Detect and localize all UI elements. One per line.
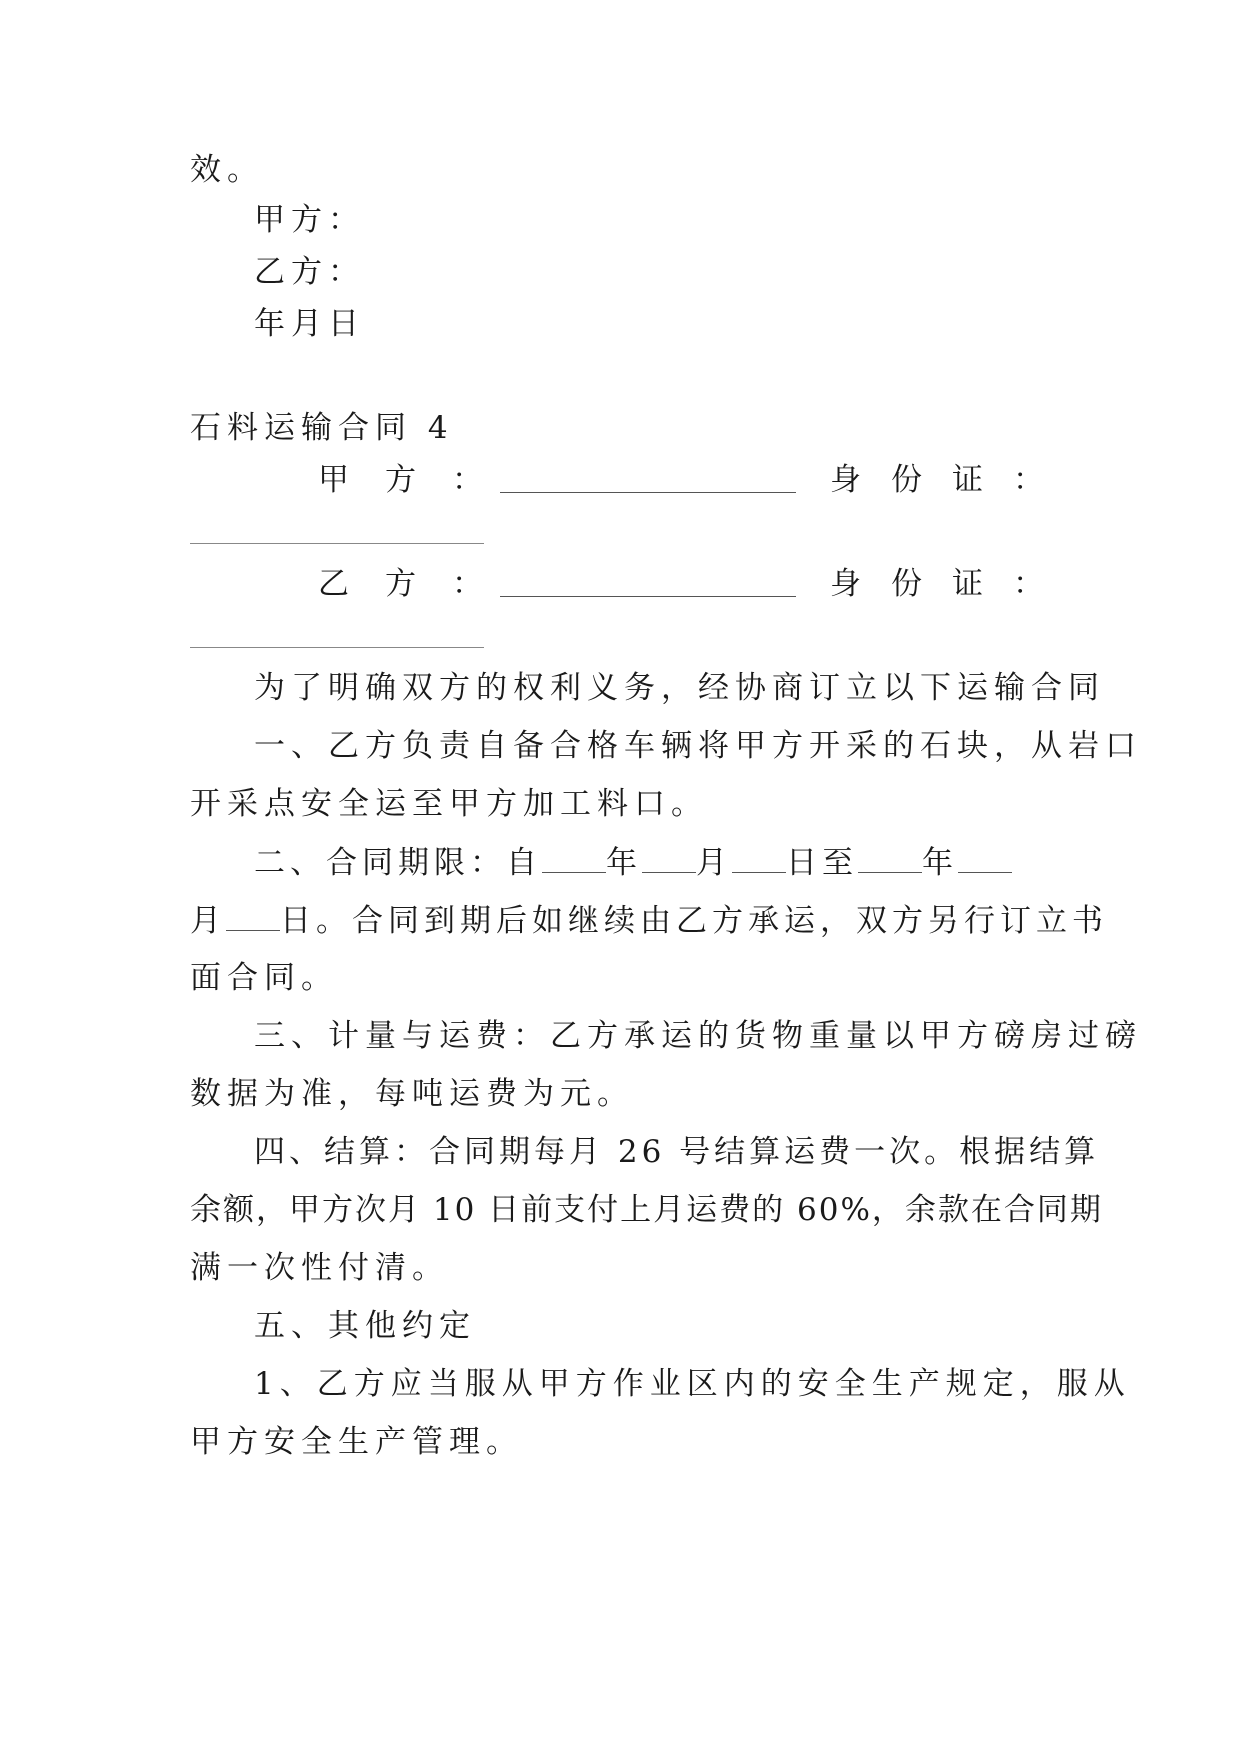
month-label: 月 [696, 845, 732, 881]
signature-date: 年月日 [254, 306, 365, 342]
intro-paragraph: 为了明确双方的权利义务，经协商订立以下运输合同 [254, 670, 1105, 706]
blank-end-month [958, 842, 1012, 873]
party-a-id-blank [190, 543, 484, 544]
blank-end-year [858, 842, 922, 873]
day-to-label: 日至 [786, 845, 858, 881]
blank-start-month [642, 842, 696, 873]
clause-5-item-1-line-1: 1、乙方应当服从甲方作业区内的安全生产规定，服从 [254, 1366, 1131, 1402]
party-b-id-blank [190, 647, 484, 648]
party-a-id-label: 身份证： [830, 462, 1074, 498]
clause-3-line-1: 三、计量与运费：乙方承运的货物重量以甲方磅房过磅 [254, 1018, 1142, 1054]
party-b-id-label: 身份证： [830, 566, 1074, 602]
blank-start-year [542, 842, 606, 873]
signature-party-b: 乙方： [254, 254, 365, 290]
party-a-blank [500, 460, 796, 493]
party-a-label: 甲方： [318, 462, 519, 498]
clause-1-line-1: 一、乙方负责自备合格车辆将甲方开采的石块，从岩口 [254, 728, 1142, 764]
clause-2-text: 二、合同期限：自 [254, 845, 542, 881]
signature-party-a: 甲方： [254, 202, 365, 238]
clause-5-heading: 五、其他约定 [254, 1308, 476, 1344]
clause-2-line-1 [254, 842, 1050, 883]
month-label: 月 [190, 903, 226, 939]
contract-title: 石料运输合同 4 [190, 410, 454, 446]
clause-2-line-3: 面合同。 [190, 960, 338, 996]
clause-2-text: 日。合同到期后如继续由乙方承运，双方另行订立书 [280, 903, 1108, 939]
blank-start-day [732, 842, 786, 873]
clause-4-line-1: 四、结算：合同期每月 26 号结算运费一次。根据结算 [254, 1134, 1100, 1170]
party-b-label: 乙方： [318, 566, 519, 602]
blank-end-day [226, 900, 280, 931]
clause-3-line-2: 数据为准，每吨运费为元。 [190, 1076, 634, 1112]
clause-4-line-2: 余额，甲方次月 10 日前支付上月运费的 60%，余款在合同期 [190, 1192, 1103, 1228]
party-b-blank [500, 564, 796, 597]
text-line: 效。 [190, 152, 264, 188]
clause-2-line-2 [190, 900, 1108, 941]
year-label: 年 [922, 845, 958, 881]
clause-5-item-1-line-2: 甲方安全生产管理。 [190, 1424, 523, 1460]
year-label: 年 [606, 845, 642, 881]
clause-1-line-2: 开采点安全运至甲方加工料口。 [190, 786, 708, 822]
clause-4-line-3: 满一次性付清。 [190, 1250, 449, 1286]
